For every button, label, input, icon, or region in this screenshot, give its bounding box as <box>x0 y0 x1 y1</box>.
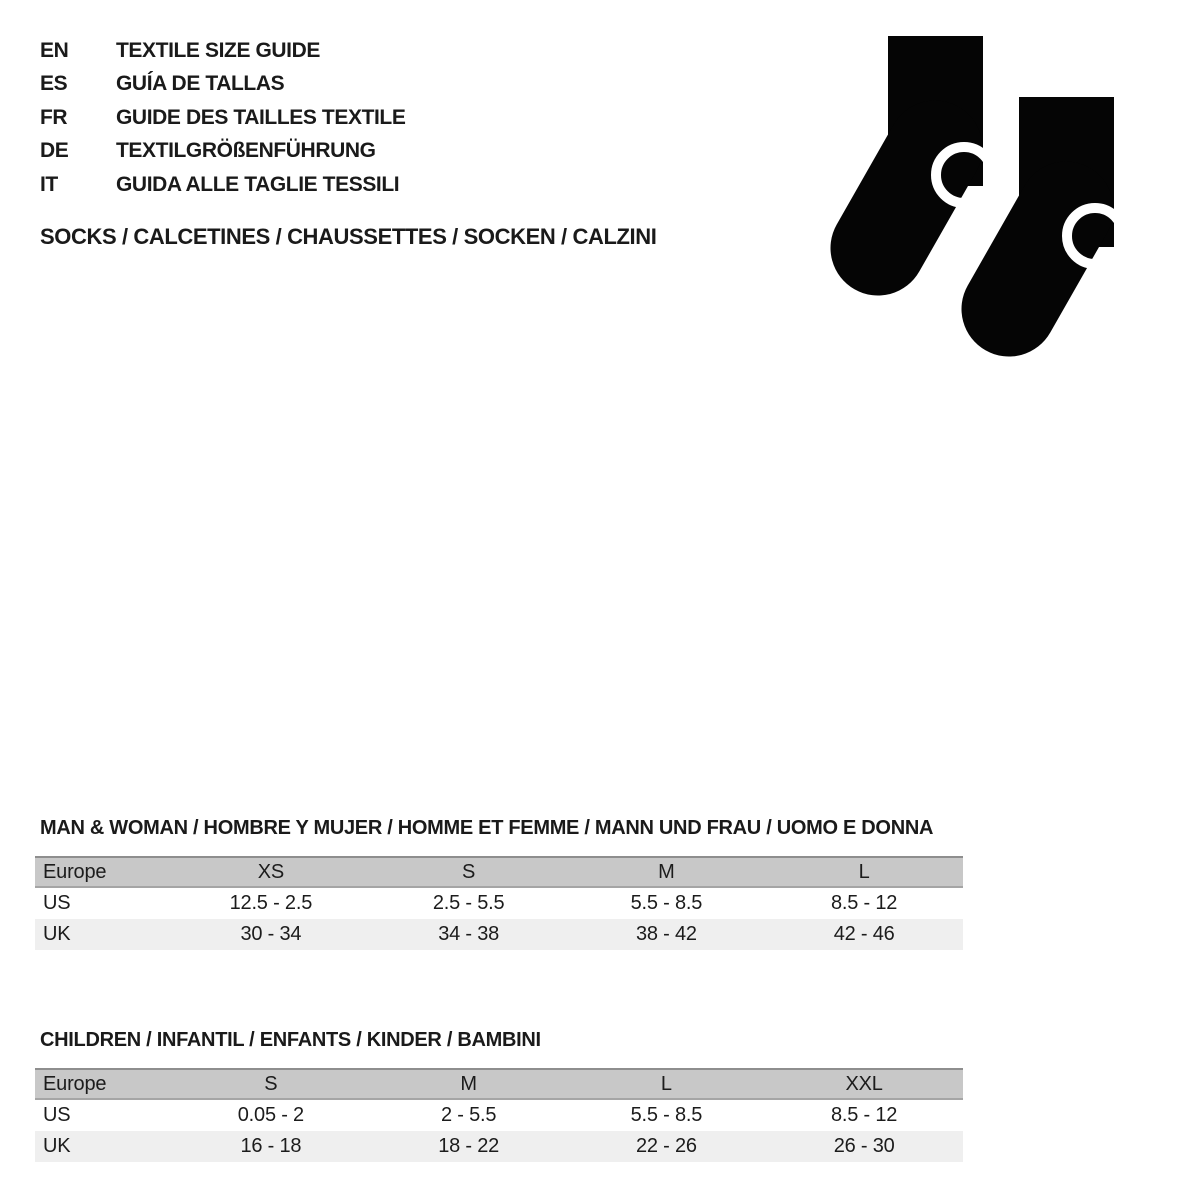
size-cell: 2 - 5.5 <box>370 1099 568 1131</box>
column-header-size: L <box>568 1069 766 1099</box>
size-cell: 26 - 30 <box>765 1131 963 1162</box>
language-title: GUIDE DES TAILLES TEXTILE <box>116 105 406 129</box>
size-cell: 5.5 - 8.5 <box>568 887 766 919</box>
socks-icon-svg <box>816 36 1116 361</box>
table-row-us <box>35 887 963 919</box>
column-header-size: M <box>370 1069 568 1099</box>
language-code: ES <box>40 72 68 96</box>
size-cell: 12.5 - 2.5 <box>172 887 370 919</box>
man-woman-table-title: MAN & WOMAN / HOMBRE Y MUJER / HOMME ET FEMME / MANN UND FRAU / UOMO E DONNA <box>40 817 934 839</box>
language-title: GUIDA ALLE TAGLIE TESSILI <box>116 172 400 196</box>
column-header-size: S <box>172 1069 370 1099</box>
table-header-row <box>35 857 963 887</box>
language-code: DE <box>40 139 69 163</box>
size-cell: 30 - 34 <box>172 919 370 950</box>
table-row-uk <box>35 1131 963 1162</box>
column-header-size: XXL <box>765 1069 963 1099</box>
row-label: UK <box>35 1131 172 1162</box>
table-row-uk <box>35 919 963 950</box>
children-size-table <box>35 1068 963 1162</box>
language-code: IT <box>40 172 58 196</box>
language-row-fr <box>40 101 405 135</box>
row-label: US <box>35 1099 172 1131</box>
language-row-it <box>40 168 405 202</box>
column-header-size: XS <box>172 857 370 887</box>
size-cell: 0.05 - 2 <box>172 1099 370 1131</box>
row-label: UK <box>35 919 172 950</box>
size-cell: 22 - 26 <box>568 1131 766 1162</box>
size-cell: 18 - 22 <box>370 1131 568 1162</box>
size-cell: 5.5 - 8.5 <box>568 1099 766 1131</box>
man-woman-size-table <box>35 856 963 950</box>
language-code: FR <box>40 105 68 129</box>
language-row-es <box>40 68 405 102</box>
size-cell: 8.5 - 12 <box>765 1099 963 1131</box>
column-header-region: Europe <box>35 857 172 887</box>
language-title: TEXTILGRÖßENFÜHRUNG <box>116 139 376 163</box>
language-code: EN <box>40 38 69 62</box>
size-cell: 16 - 18 <box>172 1131 370 1162</box>
language-title: TEXTILE SIZE GUIDE <box>116 38 320 62</box>
language-row-de <box>40 135 405 169</box>
table-row-us <box>35 1099 963 1131</box>
size-cell: 34 - 38 <box>370 919 568 950</box>
language-title: GUÍA DE TALLAS <box>116 72 285 96</box>
language-row-en <box>40 34 405 68</box>
children-table-title: CHILDREN / INFANTIL / ENFANTS / KINDER / BAMBINI <box>40 1029 541 1051</box>
socks-icon <box>816 36 1116 361</box>
table-header-row <box>35 1069 963 1099</box>
column-header-size: S <box>370 857 568 887</box>
row-label: US <box>35 887 172 919</box>
language-title-list <box>40 34 405 202</box>
category-heading: SOCKS / CALCETINES / CHAUSSETTES / SOCKEN / CALZINI <box>40 224 657 249</box>
column-header-size: M <box>568 857 766 887</box>
size-cell: 38 - 42 <box>568 919 766 950</box>
column-header-size: L <box>765 857 963 887</box>
size-cell: 42 - 46 <box>765 919 963 950</box>
size-cell: 2.5 - 5.5 <box>370 887 568 919</box>
size-cell: 8.5 - 12 <box>765 887 963 919</box>
column-header-region: Europe <box>35 1069 172 1099</box>
